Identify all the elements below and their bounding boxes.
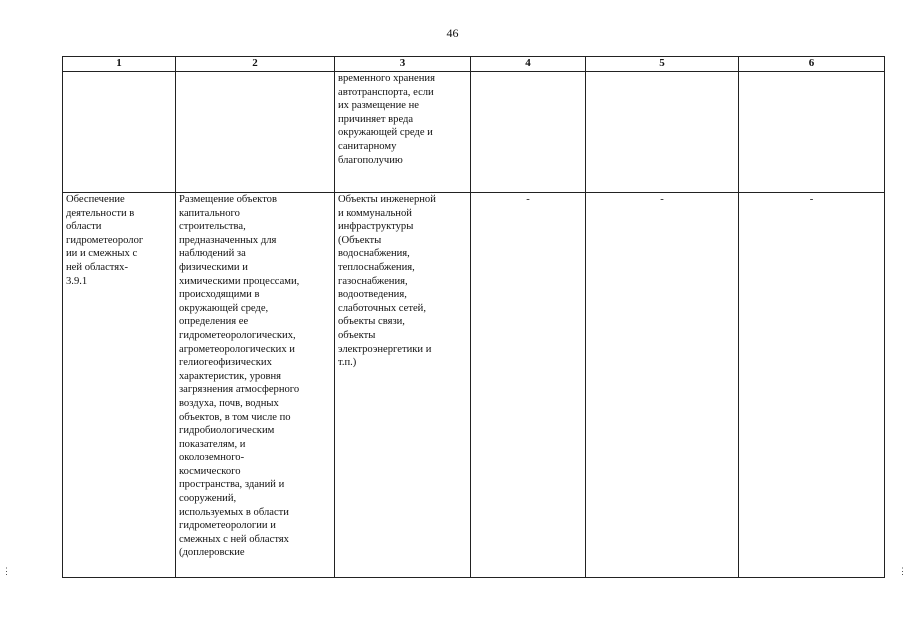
page-number: 46	[446, 26, 459, 40]
land-use-type-cell: Обеспечение деятельности в области гидрометеоролог ии и смежных с ней областях- 3.9.1	[63, 193, 176, 578]
cont-cell-2	[176, 72, 335, 193]
cont-cell-4	[471, 72, 586, 193]
dash-cell-6: -	[739, 193, 885, 578]
cont-cell-5	[586, 72, 739, 193]
header-col-4: 4	[471, 57, 586, 72]
header-col-6: 6	[739, 57, 885, 72]
cont-cell-1	[63, 72, 176, 193]
header-col-3: 3	[335, 57, 471, 72]
dash-cell-4: -	[471, 193, 586, 578]
scan-mark-right: ⋮	[898, 566, 907, 576]
description-cell: Размещение объектов капитального строительства, предназначенных для наблюдений за физическими и химическими процессами, происходящими в окружающей среде, определения ее гидрометеорологических, агрометеорологических и гелиогеофизических характеристик, уровня загрязнения атмосферного воздуха, почв, водных объектов, в том числе по гидробиологическим показателям, и околоземного- космического пространства, зданий и сооружений, используемых в области гидрометеорологии и смежных с ней областях (доплеровские	[176, 193, 335, 578]
table-row-continuation	[63, 72, 885, 193]
header-col-2: 2	[176, 57, 335, 72]
regulations-table	[62, 56, 885, 578]
scan-mark-left: ⋮	[2, 566, 11, 576]
permitted-objects-cell: Объекты инженерной и коммунальной инфраструктуры (Объекты водоснабжения, теплоснабжения, газоснабжения, водоотведения, слаботочных сетей, объекты связи, объекты электроэнергетики и т.п.)	[335, 193, 471, 578]
table-header-row	[63, 57, 885, 72]
cont-cell-3: временного хранения автотранспорта, если их размещение не причиняет вреда окружающей среде и санитарному благополучию	[335, 72, 471, 193]
dash-cell-5: -	[586, 193, 739, 578]
header-col-1: 1	[63, 57, 176, 72]
cont-cell-6	[739, 72, 885, 193]
table-row-main	[63, 193, 885, 578]
header-col-5: 5	[586, 57, 739, 72]
